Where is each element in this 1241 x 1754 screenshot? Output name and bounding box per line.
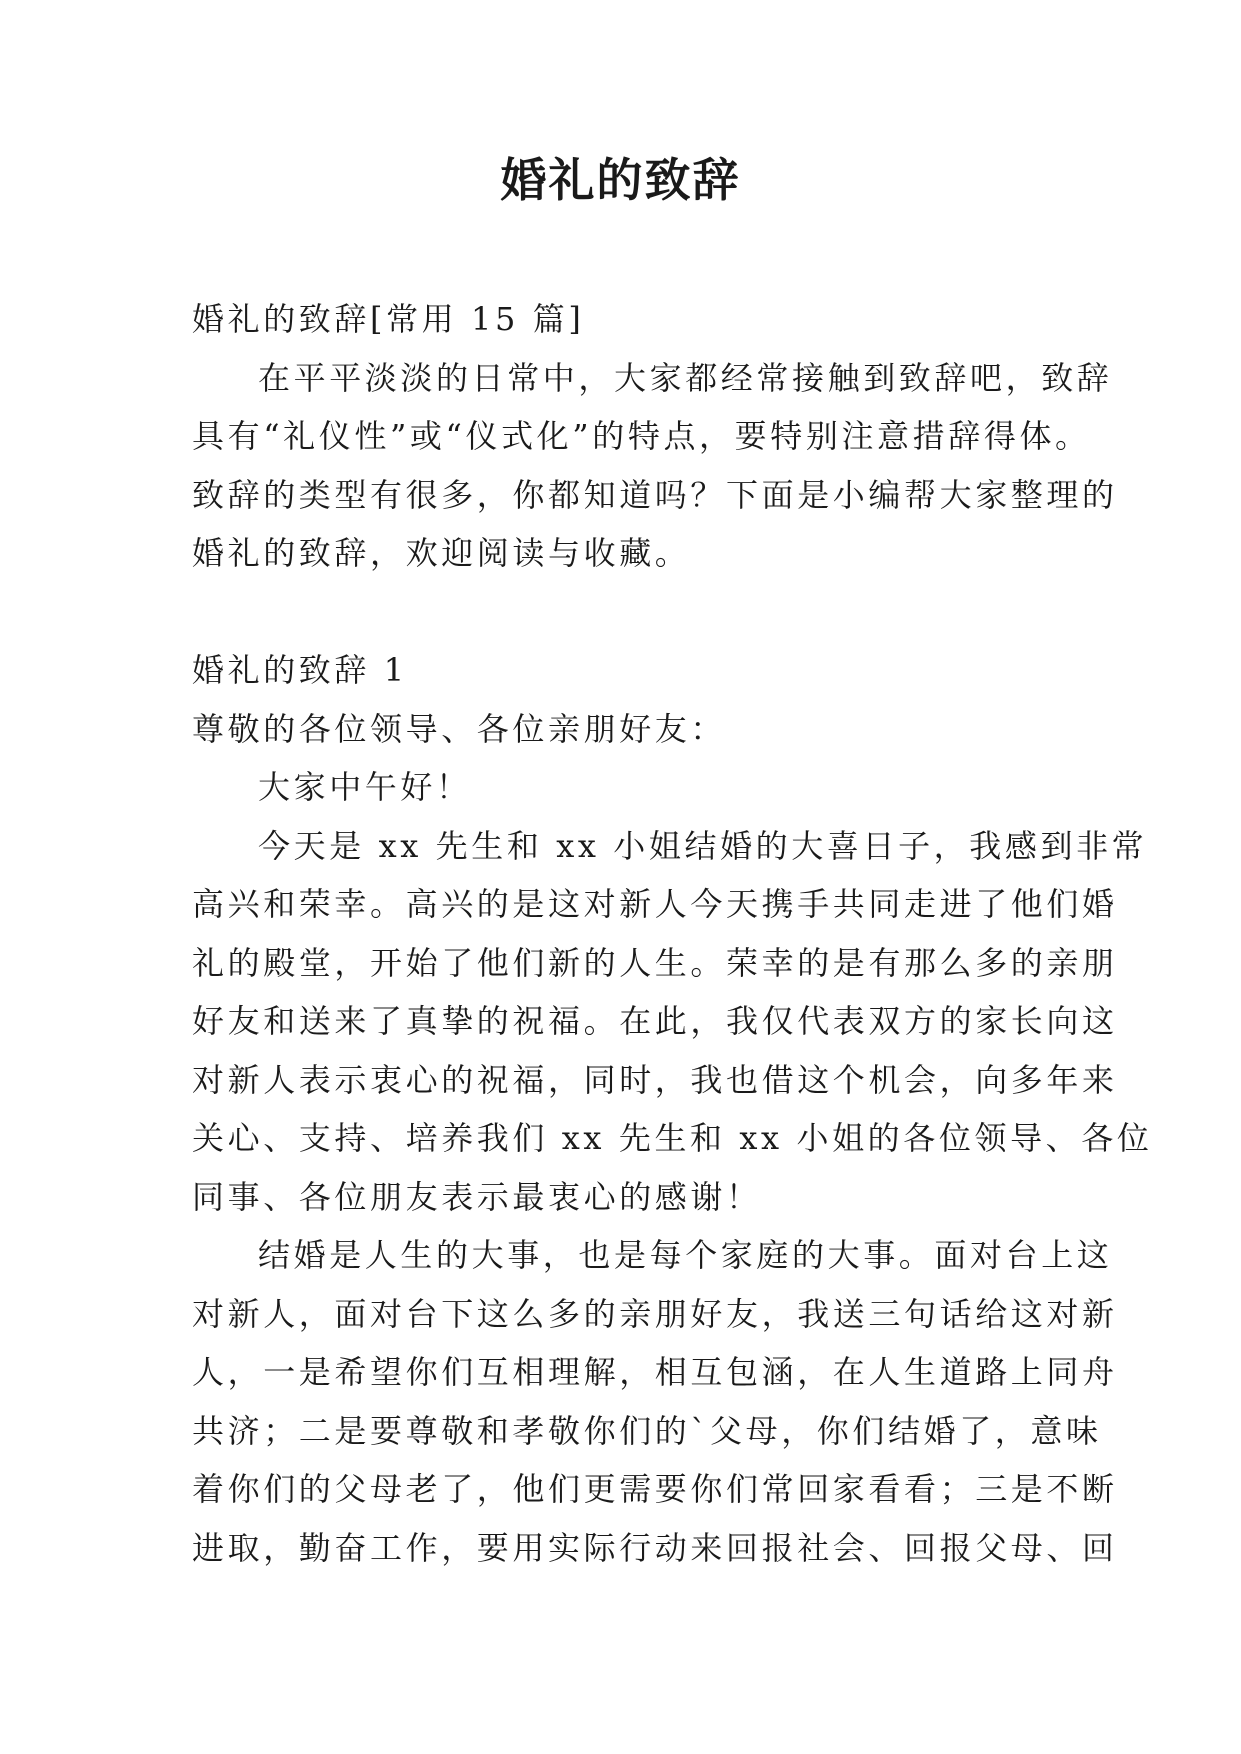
paragraph-gap <box>192 583 1054 642</box>
salutation-line: 尊敬的各位领导、各位亲朋好友： <box>192 709 727 748</box>
section-heading: 婚礼的致辞 1 <box>192 651 408 689</box>
paragraph-line: 对新人表示衷心的祝福，同时，我也借这个机会，向多年来 <box>192 1060 1118 1099</box>
paragraph-line: 着你们的父母老了，他们更需要你们常回家看看；三是不断 <box>192 1470 1118 1508</box>
intro-line: 婚礼的致辞，欢迎阅读与收藏。 <box>192 534 691 572</box>
intro-line: 具有“礼仪性”或“仪式化”的特点，要特别注意措辞得体。 <box>192 417 1091 455</box>
paragraph-line: 结婚是人生的大事，也是每个家庭的大事。面对台上这 <box>258 1236 1113 1274</box>
document-title: 婚礼的致辞 <box>500 153 741 207</box>
paragraph-line: 进取，勤奋工作，要用实际行动来回报社会、回报父母、回 <box>192 1528 1118 1567</box>
paragraph-line: 关心、支持、培养我们 xx 先生和 xx 小姐的各位领导、各位 <box>192 1119 1153 1157</box>
intro-line: 致辞的类型有很多，你都知道吗？下面是小编帮大家整理的 <box>192 475 1118 514</box>
paragraph-line: 今天是 xx 先生和 xx 小姐结婚的大喜日子，我感到非常 <box>258 826 1148 865</box>
paragraph-line: 礼的殿堂，开始了他们新的人生。荣幸的是有那么多的亲朋 <box>192 943 1118 982</box>
intro-line: 在平平淡淡的日常中，大家都经常接触到致辞吧，致辞 <box>258 358 1113 397</box>
document-body <box>192 290 1153 1577</box>
paragraph-line: 对新人，面对台下这么多的亲朋好友，我送三句话给这对新 <box>192 1294 1118 1333</box>
subtitle-line: 婚礼的致辞[常用 15 篇] <box>192 300 585 338</box>
paragraph-line: 共济；二是要尊敬和孝敬你们的`父母，你们结婚了，意味 <box>192 1411 1102 1450</box>
paragraph-line: 高兴和荣幸。高兴的是这对新人今天携手共同走进了他们婚 <box>192 885 1118 923</box>
paragraph-line: 同事、各位朋友表示最衷心的感谢！ <box>192 1177 762 1216</box>
paragraph-line: 人，一是希望你们互相理解，相互包涵，在人生道路上同舟 <box>192 1353 1118 1391</box>
greeting-line: 大家中午好！ <box>258 768 472 806</box>
paragraph-line: 好友和送来了真挚的祝福。在此，我仅代表双方的家长向这 <box>192 1002 1118 1040</box>
